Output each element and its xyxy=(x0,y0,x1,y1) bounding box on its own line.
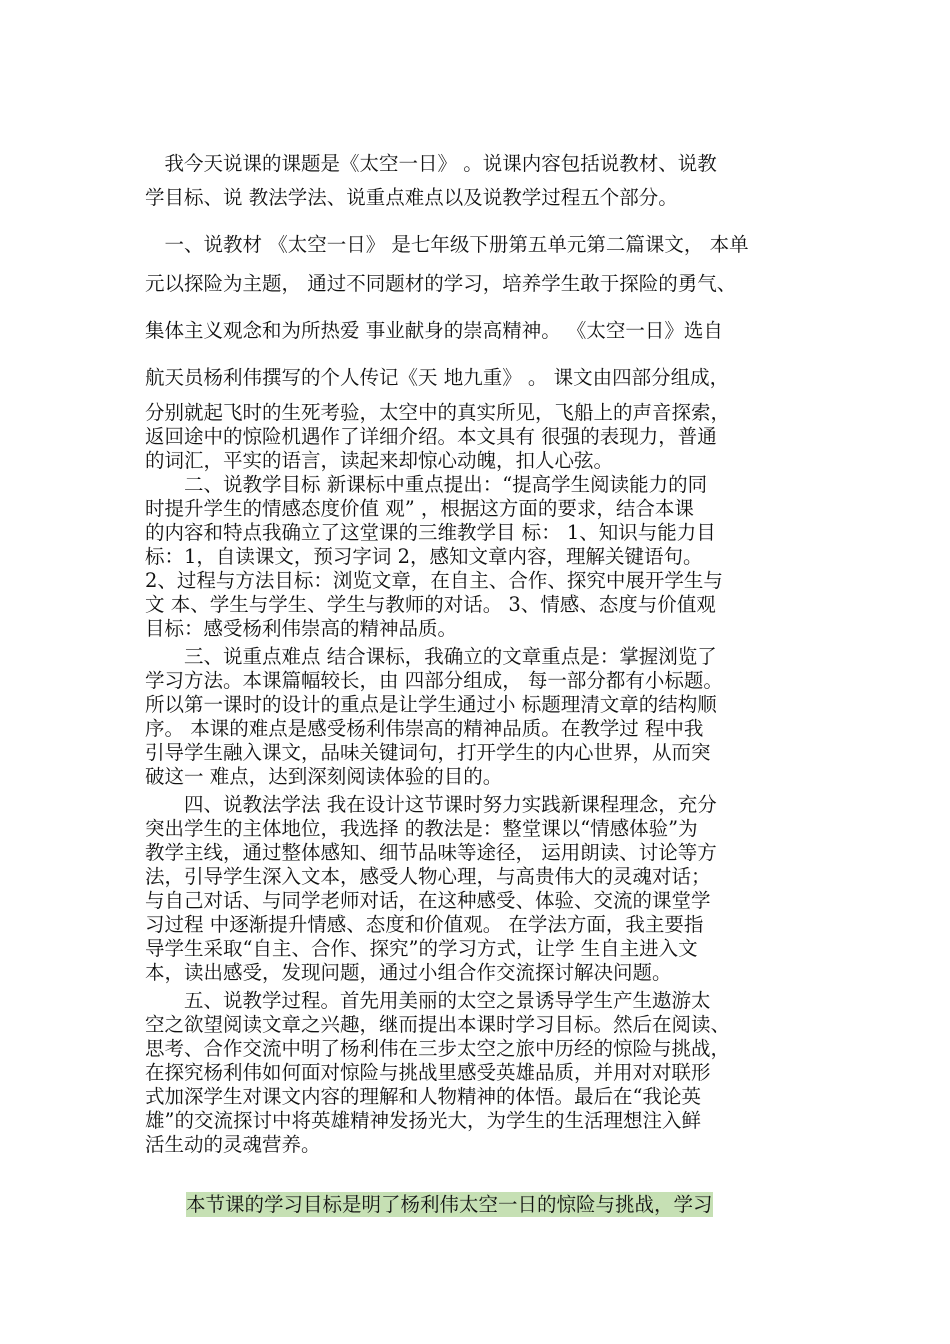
paragraph-line: 破这一 难点，达到深刻阅读体验的目的。 xyxy=(145,765,503,788)
paragraph-line: 2、过程与方法目标：浏览文章，在自主、合作、探究中展开学生与 xyxy=(145,569,723,592)
highlighted-paragraph-line xyxy=(186,1193,816,1217)
paragraph-line: 返回途中的惊险机遇作了详细介绍。本文具有 很强的表现力，普通 xyxy=(145,425,717,448)
paragraph-line: 二、说教学目标 新课标中重点提出：“提高学生阅读能力的同 xyxy=(145,473,708,496)
paragraph-line: 空之欲望阅读文章之兴趣，继而提出本课时学习目标。然后在阅读、 xyxy=(145,1013,731,1036)
paragraph-line: 导学生采取“自主、合作、探究”的学习方式，让学 生自主进入文 xyxy=(145,937,698,960)
paragraph-line: 学习方法。本课篇幅较长，由 四部分组成， 每一部分都有小标题。 xyxy=(145,669,723,692)
paragraph-line: 与自己对话、与同学老师对话，在这种感受、体验、交流的课堂学 xyxy=(145,889,711,912)
paragraph-line: 所以第一课时的设计的重点是让学生通过小 标题理清文章的结构顺 xyxy=(145,693,717,716)
paragraph-line: 一、说教材 《太空一日》 是七年级下册第五单元第二篇课文， 本单 xyxy=(145,233,749,256)
paragraph-line: 三、说重点难点 结合课标，我确立的文章重点是：掌握浏览了 xyxy=(145,645,717,668)
paragraph-line: 的词汇，平实的语言，读起来却惊心动魄，扣人心弦。 xyxy=(145,449,614,472)
paragraph-line: 法，引导学生深入文本，感受人物心理，与高贵伟大的灵魂对话； xyxy=(145,865,711,888)
paragraph-line: 时提升学生的情感态度价值 观” ，根据这方面的要求，结合本课 xyxy=(145,497,694,520)
paragraph-line: 元以探险为主题， 通过不同题材的学习，培养学生敢于探险的勇气、 xyxy=(145,272,737,295)
paragraph-line: 式加深学生对课文内容的理解和人物精神的体悟。最后在“我论英 xyxy=(145,1085,701,1108)
paragraph-line: 集体主义观念和为所热爱 事业献身的崇高精神。 《太空一日》选自 xyxy=(145,319,723,342)
paragraph-line: 突出学生的主体地位，我选择 的教法是：整堂课以“情感体验”为 xyxy=(145,817,698,840)
paragraph-line: 分别就起飞时的生死考验，太空中的真实所见，飞船上的声音探索， xyxy=(145,401,731,424)
paragraph-line: 四、说教法学法 我在设计这节课时努力实践新课程理念，充分 xyxy=(145,793,717,816)
paragraph-line: 本，读出感受，发现问题，通过小组合作交流探讨解决问题。 xyxy=(145,961,672,984)
paragraph-line: 雄”的交流探讨中将英雄精神发扬光大，为学生的生活理想注入鲜 xyxy=(145,1109,701,1132)
paragraph-line: 学目标、说 教法学法、说重点难点以及说教学过程五个部分。 xyxy=(145,186,678,209)
paragraph-line: 的内容和特点我确立了这堂课的三维教学目 标： 1、知识与能力目 xyxy=(145,521,716,544)
paragraph-line: 航天员杨利伟撰写的个人传记《天 地九重》 。 课文由四部分组成， xyxy=(145,366,730,389)
paragraph-line: 标：1，自读课文，预习字词 2，感知文章内容，理解关键语句。 xyxy=(145,545,703,568)
text-highlight: 本节课的学习目标是明了杨利伟太空一日的惊险与挑战，学习 xyxy=(186,1193,713,1216)
paragraph-line: 习过程 中逐渐提升情感、态度和价值观。 在学法方面，我主要指 xyxy=(145,913,704,936)
paragraph-line: 教学主线，通过整体感知、细节品味等途径， 运用朗读、讨论等方 xyxy=(145,841,717,864)
paragraph-line: 在探究杨利伟如何面对惊险与挑战里感受英雄品质，并用对对联形 xyxy=(145,1061,711,1084)
paragraph-line: 目标：感受杨利伟崇高的精神品质。 xyxy=(145,617,458,640)
paragraph-line: 文 本、学生与学生、学生与教师的对话。 3、情感、态度与价值观 xyxy=(145,593,716,616)
paragraph-line: 引导学生融入课文，品味关键词句，打开学生的内心世界，从而突 xyxy=(145,741,711,764)
paragraph-line: 我今天说课的课题是《太空一日》 。说课内容包括说教材、说教 xyxy=(145,152,717,175)
paragraph-line: 五、说教学过程。首先用美丽的太空之景诱导学生产生遨游太 xyxy=(145,989,711,1012)
paragraph-line: 序。 本课的难点是感受杨利伟崇高的精神品质。在教学过 程中我 xyxy=(145,717,704,740)
paragraph-line: 思考、合作交流中明了杨利伟在三步太空之旅中历经的惊险与挑战， xyxy=(145,1037,731,1060)
paragraph-line: 活生动的灵魂营养。 xyxy=(145,1133,321,1156)
